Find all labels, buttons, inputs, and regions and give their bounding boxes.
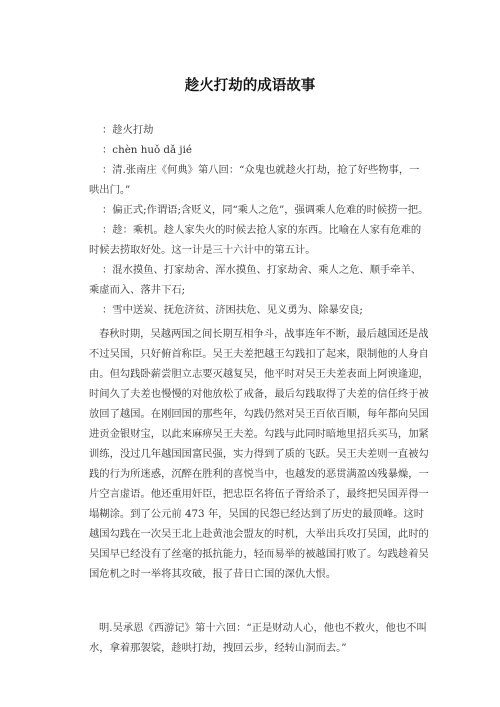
idiom-antonyms	[89, 300, 429, 320]
idiom-pinyin-text: ：chèn huǒ dǎ jié	[102, 144, 193, 156]
idiom-pinyin	[89, 140, 429, 160]
idiom-usage-text: ：偏正式;作谓语;含贬义，同“乘人之危”，强调乘人危难的时候捞一把。	[102, 204, 429, 216]
story-paragraph: 春秋时期，吴越两国之间长期互相争斗，战事连年不断，最后越国还是战不过吴国，只好俯首称臣。吴王夫差把越王勾践扣了起来，限制他的人身自由。但勾践卧薪尝胆立志要灭越复吴，他平时对吴王夫差表面上阿谀逢迎，时间久了夫差也慢慢的对他放松了戒备，最后勾践取得了夫差的信任终于被放回了越国。在刚回国的那些年，勾践仍然对吴王百依百顺，每年都向吴国进贡金银财宝，以此来麻痹吴王夫差。勾践与此同时暗地里招兵买马，加紧训练，没过几年越国国富民强，实力得到了质的飞跃。吴王夫差则一直被勾践的行为所迷惑，沉醉在胜利的喜悦当中，也越发的恶贯满盈凶残暴燥，一片空言虚语。他还重用奸臣，把忠臣名将伍子胥给杀了，最终把吴国弄得一塌糊涂。到了公元前 473 年，吴国的民怨已经达到了历史的最顶峰。这时越国勾践在一次吴王北上赴黄池会盟友的时机，大举出兵攻打吴国，此时的吴国早已经没有了丝毫的抵抗能力，轻而易举的被越国打败了。勾践趁着吴国危机之时一举将其攻破，报了昔日亡国的深仇大恨。	[89, 328, 429, 580]
idiom-usage	[89, 200, 429, 220]
idiom-source	[89, 160, 429, 200]
idiom-source-text: ：清.张南庄《何典》第八回：“众鬼也就趁火打劫，抢了好些物事，一哄出门。”	[89, 164, 420, 196]
quote-paragraph: 明.吴承恩《西游记》第十六回：“正是财动人心，他也不救火，他也不叫水，拿着那袈裟，趁哄打劫，拽回云步，经转山洞而去。”	[89, 622, 427, 654]
idiom-name	[89, 120, 429, 140]
idiom-meaning-text: ：趁：乘机。趁人家失火的时候去抢人家的东西。比喻在人家有危难的时候去捞取好处。这一计是三十六计中的第五计。	[89, 224, 422, 256]
idiom-antonyms-text: ：雪中送炭、抚危济贫、济困扶危、见义勇为、除暴安良;	[102, 304, 363, 316]
idiom-synonyms-text: ：混水摸鱼、打家劫舍、浑水摸鱼、打家劫舍、乘人之危、顺手牵羊、乘虚而入、落井下石;	[89, 264, 422, 296]
page-title: 趁火打劫的成语故事	[184, 78, 316, 94]
idiom-meaning	[89, 220, 429, 260]
idiom-name-text: ：趁火打劫	[102, 124, 154, 136]
idiom-synonyms	[89, 260, 429, 300]
